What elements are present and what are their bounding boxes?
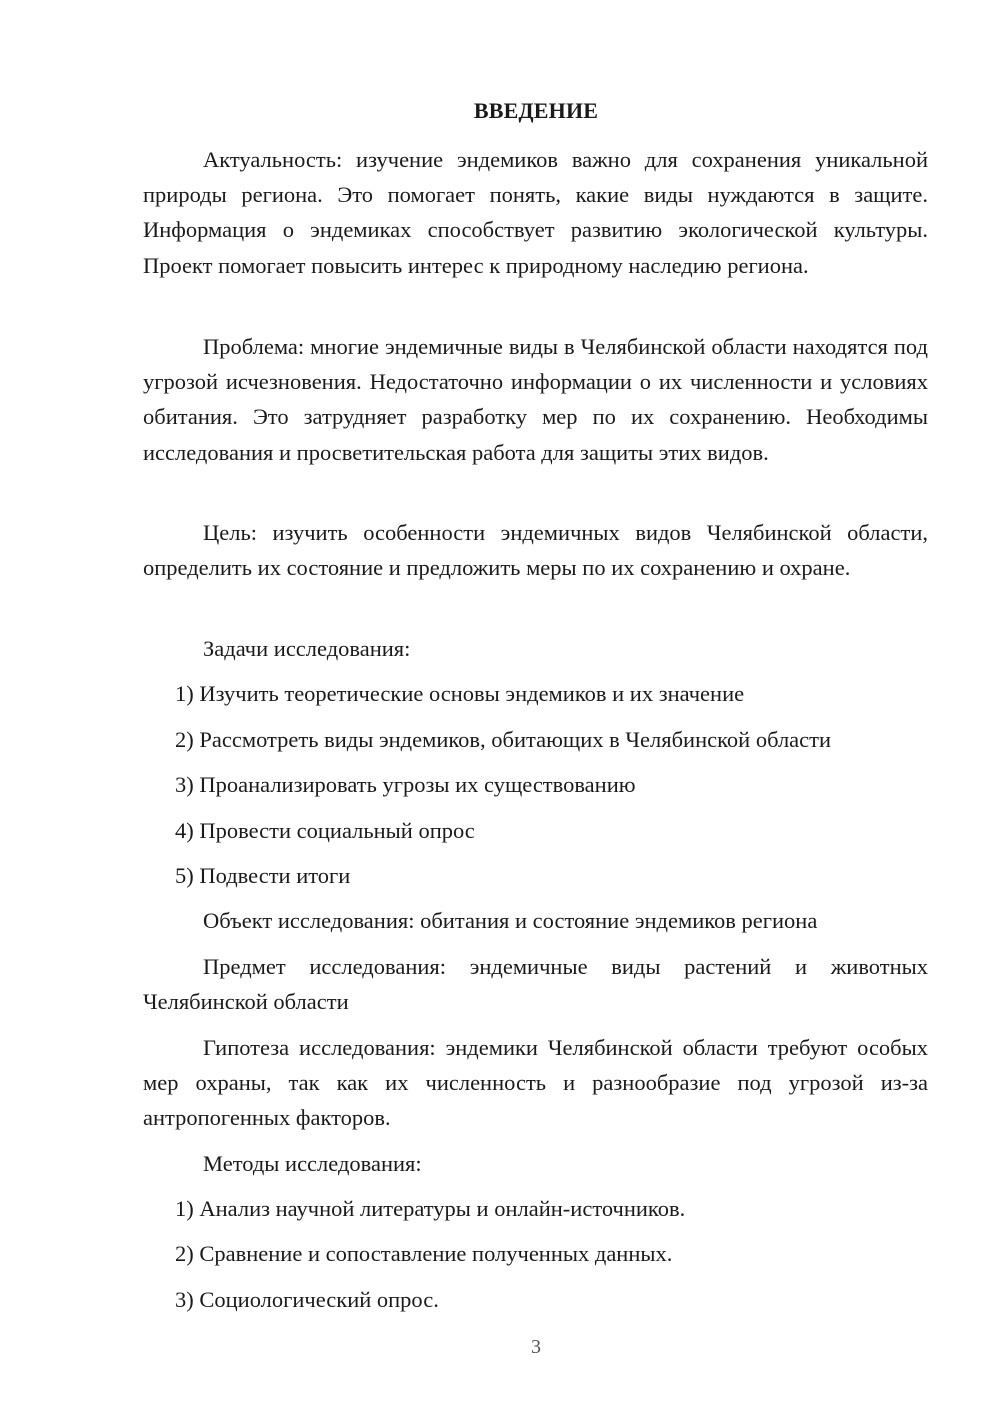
object-line: Объект исследования: обитания и состояние эндемиков региона: [203, 908, 818, 933]
task-item: 1) Изучить теоретические основы эндемиков и их значение: [175, 681, 745, 706]
tasks-title: Задачи исследования:: [203, 636, 411, 661]
section-heading: ВВЕДЕНИЕ: [473, 98, 599, 123]
method-item: 1) Анализ научной литературы и онлайн-источников.: [175, 1196, 686, 1221]
task-item: 2) Рассмотреть виды эндемиков, обитающих в Челябинской области: [175, 727, 832, 752]
subject-paragraph: Предмет исследования: эндемичные виды растений и животных Челябинской области: [143, 954, 928, 1015]
method-item: 2) Сравнение и сопоставление полученных данных.: [175, 1241, 673, 1266]
hypothesis-paragraph: Гипотеза исследования: эндемики Челябинской области требуют особых мер охраны, так как их численность и разнообразие под угрозой из-за антропогенных факторов.: [143, 1035, 928, 1131]
goal-paragraph: Цель: изучить особенности эндемичных видов Челябинской области, определить их состояние и предложить меры по их сохранению и охране.: [143, 520, 928, 581]
methods-title: Методы исследования:: [203, 1151, 422, 1176]
task-item: 5) Подвести итоги: [175, 863, 351, 888]
problem-paragraph: Проблема: многие эндемичные виды в Челябинской области находятся под угрозой исчезновения. Недостаточно информации о их численности и условиях обитания. Это затрудняет разработку мер по их сохранению. Необходимы исследования и просветительская работа для защиты этих видов.: [143, 334, 928, 465]
task-item: 4) Провести социальный опрос: [175, 818, 475, 843]
method-item: 3) Социологический опрос.: [175, 1287, 439, 1312]
relevance-paragraph: Актуальность: изучение эндемиков важно для сохранения уникальной природы региона. Это помогает понять, какие виды нуждаются в защите. Информация о эндемиках способствует развитию экологической культуры. Проект помогает повысить интерес к природному наследию региона.: [143, 147, 928, 278]
page-number: 3: [531, 1336, 541, 1358]
task-item: 3) Проанализировать угрозы их существованию: [175, 772, 636, 797]
